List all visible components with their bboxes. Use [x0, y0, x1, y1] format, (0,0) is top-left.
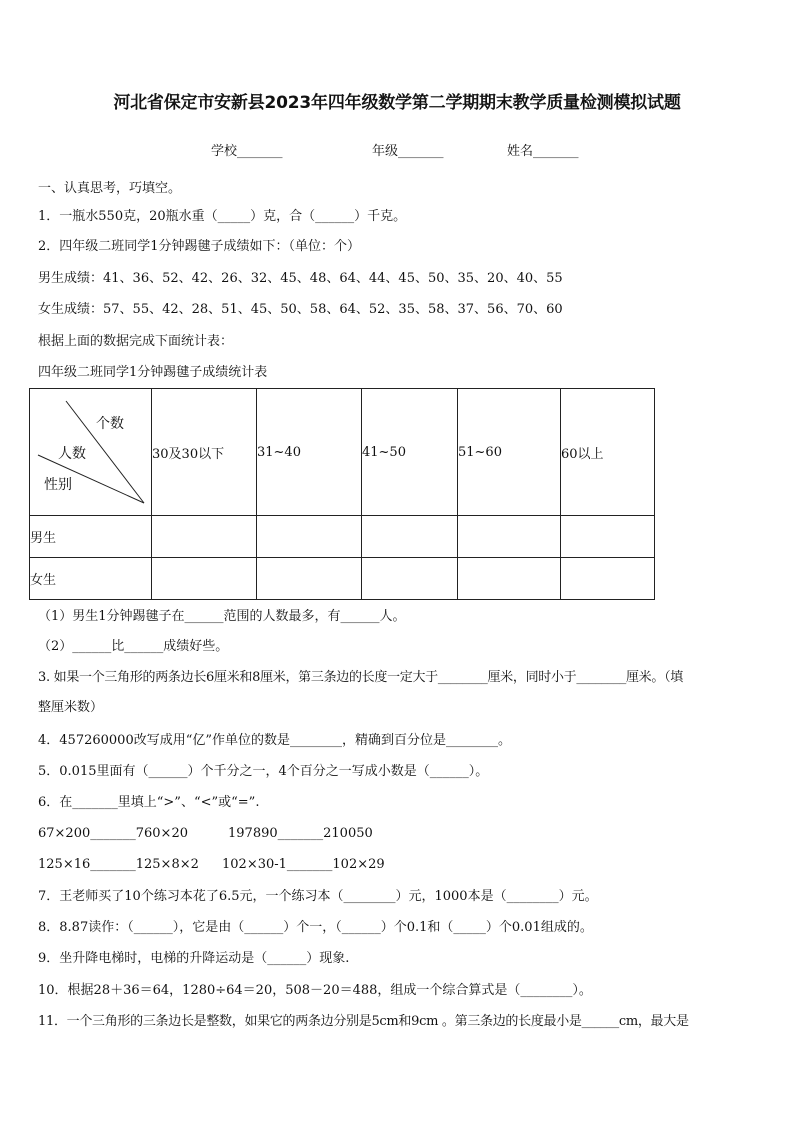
- name-field: 姓名_______: [507, 144, 579, 159]
- table-cell: [257, 558, 362, 600]
- question-7: 7．王老师买了10个练习本花了6.5元，一个练习本（________）元，1000本是（________）元。: [38, 889, 598, 904]
- table-cell: [458, 558, 561, 600]
- corner-label-count: 个数: [96, 416, 124, 432]
- table-cell: [152, 558, 257, 600]
- table-caption: 四年级二班同学1分钟踢毽子成绩统计表: [38, 365, 268, 380]
- column-header: 60以上: [561, 389, 655, 516]
- question-2-boys-scores: 男生成绩：41、36、52、42、26、32、45、48、64、44、45、50、35、20、40、55: [38, 271, 563, 286]
- table-cell: [362, 558, 458, 600]
- question-3: 3. 如果一个三角形的两条边长6厘米和8厘米，第三条边的长度一定大于________厘米，同时小于________厘米。（填: [38, 670, 683, 685]
- question-6: 6．在_______里填上“>”、“<”或“=”.: [38, 795, 260, 810]
- column-header: 30及30以下: [152, 389, 257, 516]
- stats-table: [29, 388, 655, 600]
- corner-label-people: 人数: [58, 446, 86, 462]
- table-cell: [561, 558, 655, 600]
- question-2-sub-1: （1）男生1分钟踢毽子在______范围的人数最多，有______人。: [38, 609, 406, 624]
- table-cell: [257, 516, 362, 558]
- table-corner-cell: [30, 389, 152, 516]
- question-11: 11．一个三角形的三条边长是整数，如果它的两条边分别是5cm和9cm 。第三条边的长度最小是______cm，最大是: [38, 1014, 689, 1029]
- school-field: 学校_______: [211, 144, 283, 159]
- question-6-item-b2: 102×30-1_______102×29: [222, 857, 385, 872]
- table-row: [30, 516, 655, 558]
- column-header: 51~60: [458, 389, 561, 516]
- table-row: [30, 558, 655, 600]
- row-header: 女生: [30, 558, 152, 600]
- table-cell: [561, 516, 655, 558]
- question-2-sub-2: （2）______比______成绩好些。: [38, 639, 229, 654]
- question-5: 5．0.015里面有（______）个千分之一，4个百分之一写成小数是（______）。: [38, 764, 489, 779]
- question-10: 10．根据28＋36＝64，1280÷64＝20，508－20＝488，组成一个综合算式是（________）。: [38, 983, 592, 998]
- column-header: 41~50: [362, 389, 458, 516]
- question-2-girls-scores: 女生成绩：57、55、42、28、51、45、50、58、64、52、35、58、37、56、70、60: [38, 302, 563, 317]
- question-2-intro: 2．四年级二班同学1分钟踢毽子成绩如下：（单位：个）: [38, 239, 361, 254]
- question-4: 4．457260000改写成用“亿”作单位的数是________，精确到百分位是________。: [38, 733, 512, 748]
- page-title: 河北省保定市安新县2023年四年级数学第二学期期末教学质量检测模拟试题: [113, 93, 681, 113]
- row-header: 男生: [30, 516, 152, 558]
- table-cell: [458, 516, 561, 558]
- table-header-row: [30, 389, 655, 516]
- grade-field: 年级_______: [372, 144, 444, 159]
- diagonal-lines: [30, 389, 151, 515]
- question-2-instruction: 根据上面的数据完成下面统计表：: [38, 334, 234, 349]
- question-3-continued: 整厘米数）: [38, 700, 104, 715]
- corner-label-gender: 性别: [44, 477, 72, 493]
- question-6-item-b1: 125×16_______125×8×2: [38, 857, 199, 872]
- column-header: 31~40: [257, 389, 362, 516]
- question-1: 1．一瓶水550克，20瓶水重（_____）克，合（______）千克。: [38, 209, 407, 224]
- question-6-item-a1: 67×200_______760×20: [38, 826, 188, 841]
- question-9: 9．坐升降电梯时，电梯的升降运动是（______）现象.: [38, 951, 350, 966]
- question-8: 8．8.87读作：（______），它是由（______）个一，（______）个0.1和（_____）个0.01组成的。: [38, 920, 593, 935]
- section-heading: 一、认真思考，巧填空。: [38, 181, 182, 196]
- question-6-item-a2: 197890_______210050: [228, 826, 373, 841]
- table-cell: [362, 516, 458, 558]
- table-cell: [152, 516, 257, 558]
